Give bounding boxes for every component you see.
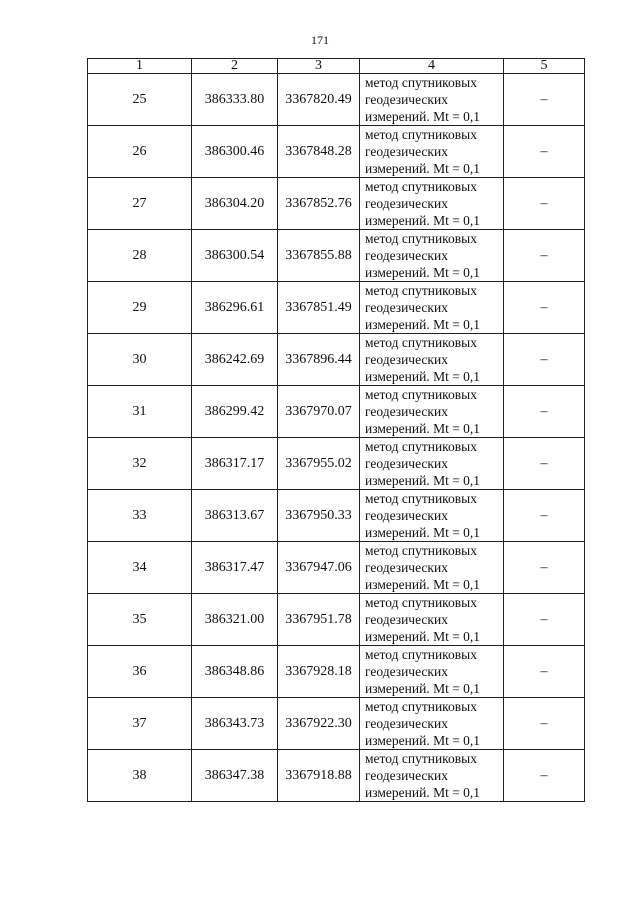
note-cell: – (504, 698, 585, 750)
column-header-4: 4 (360, 59, 504, 74)
method-text-line: геодезических (365, 92, 448, 107)
method-text-line: измерений. Mt = 0,1 (365, 629, 481, 644)
x-coordinate-cell: 386304.20 (192, 178, 278, 230)
x-coordinate-cell: 386296.61 (192, 282, 278, 334)
method-text-line: измерений. Mt = 0,1 (365, 733, 481, 748)
y-coordinate-cell: 3367918.88 (278, 750, 360, 802)
table-row (88, 438, 585, 490)
point-number-cell: 31 (88, 386, 192, 438)
coordinates-table (87, 58, 585, 802)
y-coordinate-cell: 3367950.33 (278, 490, 360, 542)
x-coordinate-cell: 386299.42 (192, 386, 278, 438)
method-text-line: метод спутниковых (365, 699, 477, 714)
table-row (88, 594, 585, 646)
point-number-cell: 27 (88, 178, 192, 230)
table-row (88, 74, 585, 126)
method-cell (360, 438, 504, 490)
method-text-line: метод спутниковых (365, 127, 477, 142)
method-cell (360, 74, 504, 126)
method-text-line: измерений. Mt = 0,1 (365, 577, 481, 592)
point-number-cell: 37 (88, 698, 192, 750)
method-cell (360, 490, 504, 542)
column-header-1: 1 (88, 59, 192, 74)
method-text-line: измерений. Mt = 0,1 (365, 421, 481, 436)
y-coordinate-cell: 3367947.06 (278, 542, 360, 594)
table-row (88, 282, 585, 334)
method-text-line: геодезических (365, 196, 448, 211)
method-text-line: метод спутниковых (365, 751, 477, 766)
table-row (88, 646, 585, 698)
x-coordinate-cell: 386317.47 (192, 542, 278, 594)
note-cell: – (504, 438, 585, 490)
method-cell (360, 386, 504, 438)
page-number: 171 (311, 33, 329, 47)
method-text-line: геодезических (365, 456, 448, 471)
note-cell: – (504, 334, 585, 386)
y-coordinate-cell: 3367852.76 (278, 178, 360, 230)
method-cell (360, 178, 504, 230)
point-number-cell: 32 (88, 438, 192, 490)
method-text-line: геодезических (365, 716, 448, 731)
x-coordinate-cell: 386313.67 (192, 490, 278, 542)
table-row (88, 698, 585, 750)
note-cell: – (504, 74, 585, 126)
x-coordinate-cell: 386242.69 (192, 334, 278, 386)
y-coordinate-cell: 3367820.49 (278, 74, 360, 126)
y-coordinate-cell: 3367928.18 (278, 646, 360, 698)
method-text-line: измерений. Mt = 0,1 (365, 213, 481, 228)
table-row (88, 230, 585, 282)
column-header-5: 5 (504, 59, 585, 74)
y-coordinate-cell: 3367851.49 (278, 282, 360, 334)
note-cell: – (504, 178, 585, 230)
point-number-cell: 26 (88, 126, 192, 178)
point-number-cell: 35 (88, 594, 192, 646)
method-cell (360, 282, 504, 334)
note-cell: – (504, 386, 585, 438)
x-coordinate-cell: 386347.38 (192, 750, 278, 802)
table-row (88, 386, 585, 438)
point-number-cell: 28 (88, 230, 192, 282)
table-row (88, 490, 585, 542)
table-row (88, 750, 585, 802)
point-number-cell: 25 (88, 74, 192, 126)
method-cell (360, 542, 504, 594)
method-text-line: метод спутниковых (365, 387, 477, 402)
point-number-cell: 29 (88, 282, 192, 334)
method-cell (360, 646, 504, 698)
method-text-line: измерений. Mt = 0,1 (365, 525, 481, 540)
method-text-line: метод спутниковых (365, 231, 477, 246)
y-coordinate-cell: 3367922.30 (278, 698, 360, 750)
point-number-cell: 30 (88, 334, 192, 386)
y-coordinate-cell: 3367951.78 (278, 594, 360, 646)
note-cell: – (504, 490, 585, 542)
method-text-line: геодезических (365, 404, 448, 419)
y-coordinate-cell: 3367955.02 (278, 438, 360, 490)
y-coordinate-cell: 3367855.88 (278, 230, 360, 282)
table-row (88, 126, 585, 178)
note-cell: – (504, 594, 585, 646)
method-text-line: метод спутниковых (365, 439, 477, 454)
method-text-line: метод спутниковых (365, 647, 477, 662)
method-text-line: измерений. Mt = 0,1 (365, 681, 481, 696)
method-text-line: геодезических (365, 664, 448, 679)
method-text-line: геодезических (365, 352, 448, 367)
point-number-cell: 38 (88, 750, 192, 802)
x-coordinate-cell: 386317.17 (192, 438, 278, 490)
table-row (88, 542, 585, 594)
y-coordinate-cell: 3367848.28 (278, 126, 360, 178)
method-cell (360, 334, 504, 386)
table-header-row (88, 59, 585, 74)
method-text-line: измерений. Mt = 0,1 (365, 317, 481, 332)
point-number-cell: 34 (88, 542, 192, 594)
table-row (88, 334, 585, 386)
point-number-cell: 33 (88, 490, 192, 542)
note-cell: – (504, 126, 585, 178)
method-text-line: измерений. Mt = 0,1 (365, 265, 481, 280)
method-text-line: метод спутниковых (365, 543, 477, 558)
method-text-line: метод спутниковых (365, 491, 477, 506)
method-cell (360, 750, 504, 802)
method-text-line: геодезических (365, 300, 448, 315)
method-text-line: геодезических (365, 768, 448, 783)
method-text-line: метод спутниковых (365, 283, 477, 298)
method-text-line: геодезических (365, 612, 448, 627)
method-cell (360, 594, 504, 646)
method-text-line: геодезических (365, 508, 448, 523)
note-cell: – (504, 750, 585, 802)
method-cell (360, 230, 504, 282)
method-cell (360, 698, 504, 750)
y-coordinate-cell: 3367896.44 (278, 334, 360, 386)
x-coordinate-cell: 386321.00 (192, 594, 278, 646)
method-text-line: метод спутниковых (365, 335, 477, 350)
column-header-3: 3 (278, 59, 360, 74)
column-header-2: 2 (192, 59, 278, 74)
method-text-line: измерений. Mt = 0,1 (365, 161, 481, 176)
method-text-line: измерений. Mt = 0,1 (365, 369, 481, 384)
method-text-line: геодезических (365, 248, 448, 263)
note-cell: – (504, 542, 585, 594)
method-text-line: метод спутниковых (365, 179, 477, 194)
y-coordinate-cell: 3367970.07 (278, 386, 360, 438)
table-row (88, 178, 585, 230)
x-coordinate-cell: 386300.46 (192, 126, 278, 178)
method-text-line: измерений. Mt = 0,1 (365, 109, 481, 124)
note-cell: – (504, 646, 585, 698)
method-text-line: измерений. Mt = 0,1 (365, 473, 481, 488)
method-cell (360, 126, 504, 178)
x-coordinate-cell: 386333.80 (192, 74, 278, 126)
method-text-line: измерений. Mt = 0,1 (365, 785, 481, 800)
method-text-line: метод спутниковых (365, 595, 477, 610)
x-coordinate-cell: 386343.73 (192, 698, 278, 750)
method-text-line: геодезических (365, 144, 448, 159)
point-number-cell: 36 (88, 646, 192, 698)
method-text-line: геодезических (365, 560, 448, 575)
x-coordinate-cell: 386348.86 (192, 646, 278, 698)
note-cell: – (504, 230, 585, 282)
note-cell: – (504, 282, 585, 334)
x-coordinate-cell: 386300.54 (192, 230, 278, 282)
method-text-line: метод спутниковых (365, 75, 477, 90)
